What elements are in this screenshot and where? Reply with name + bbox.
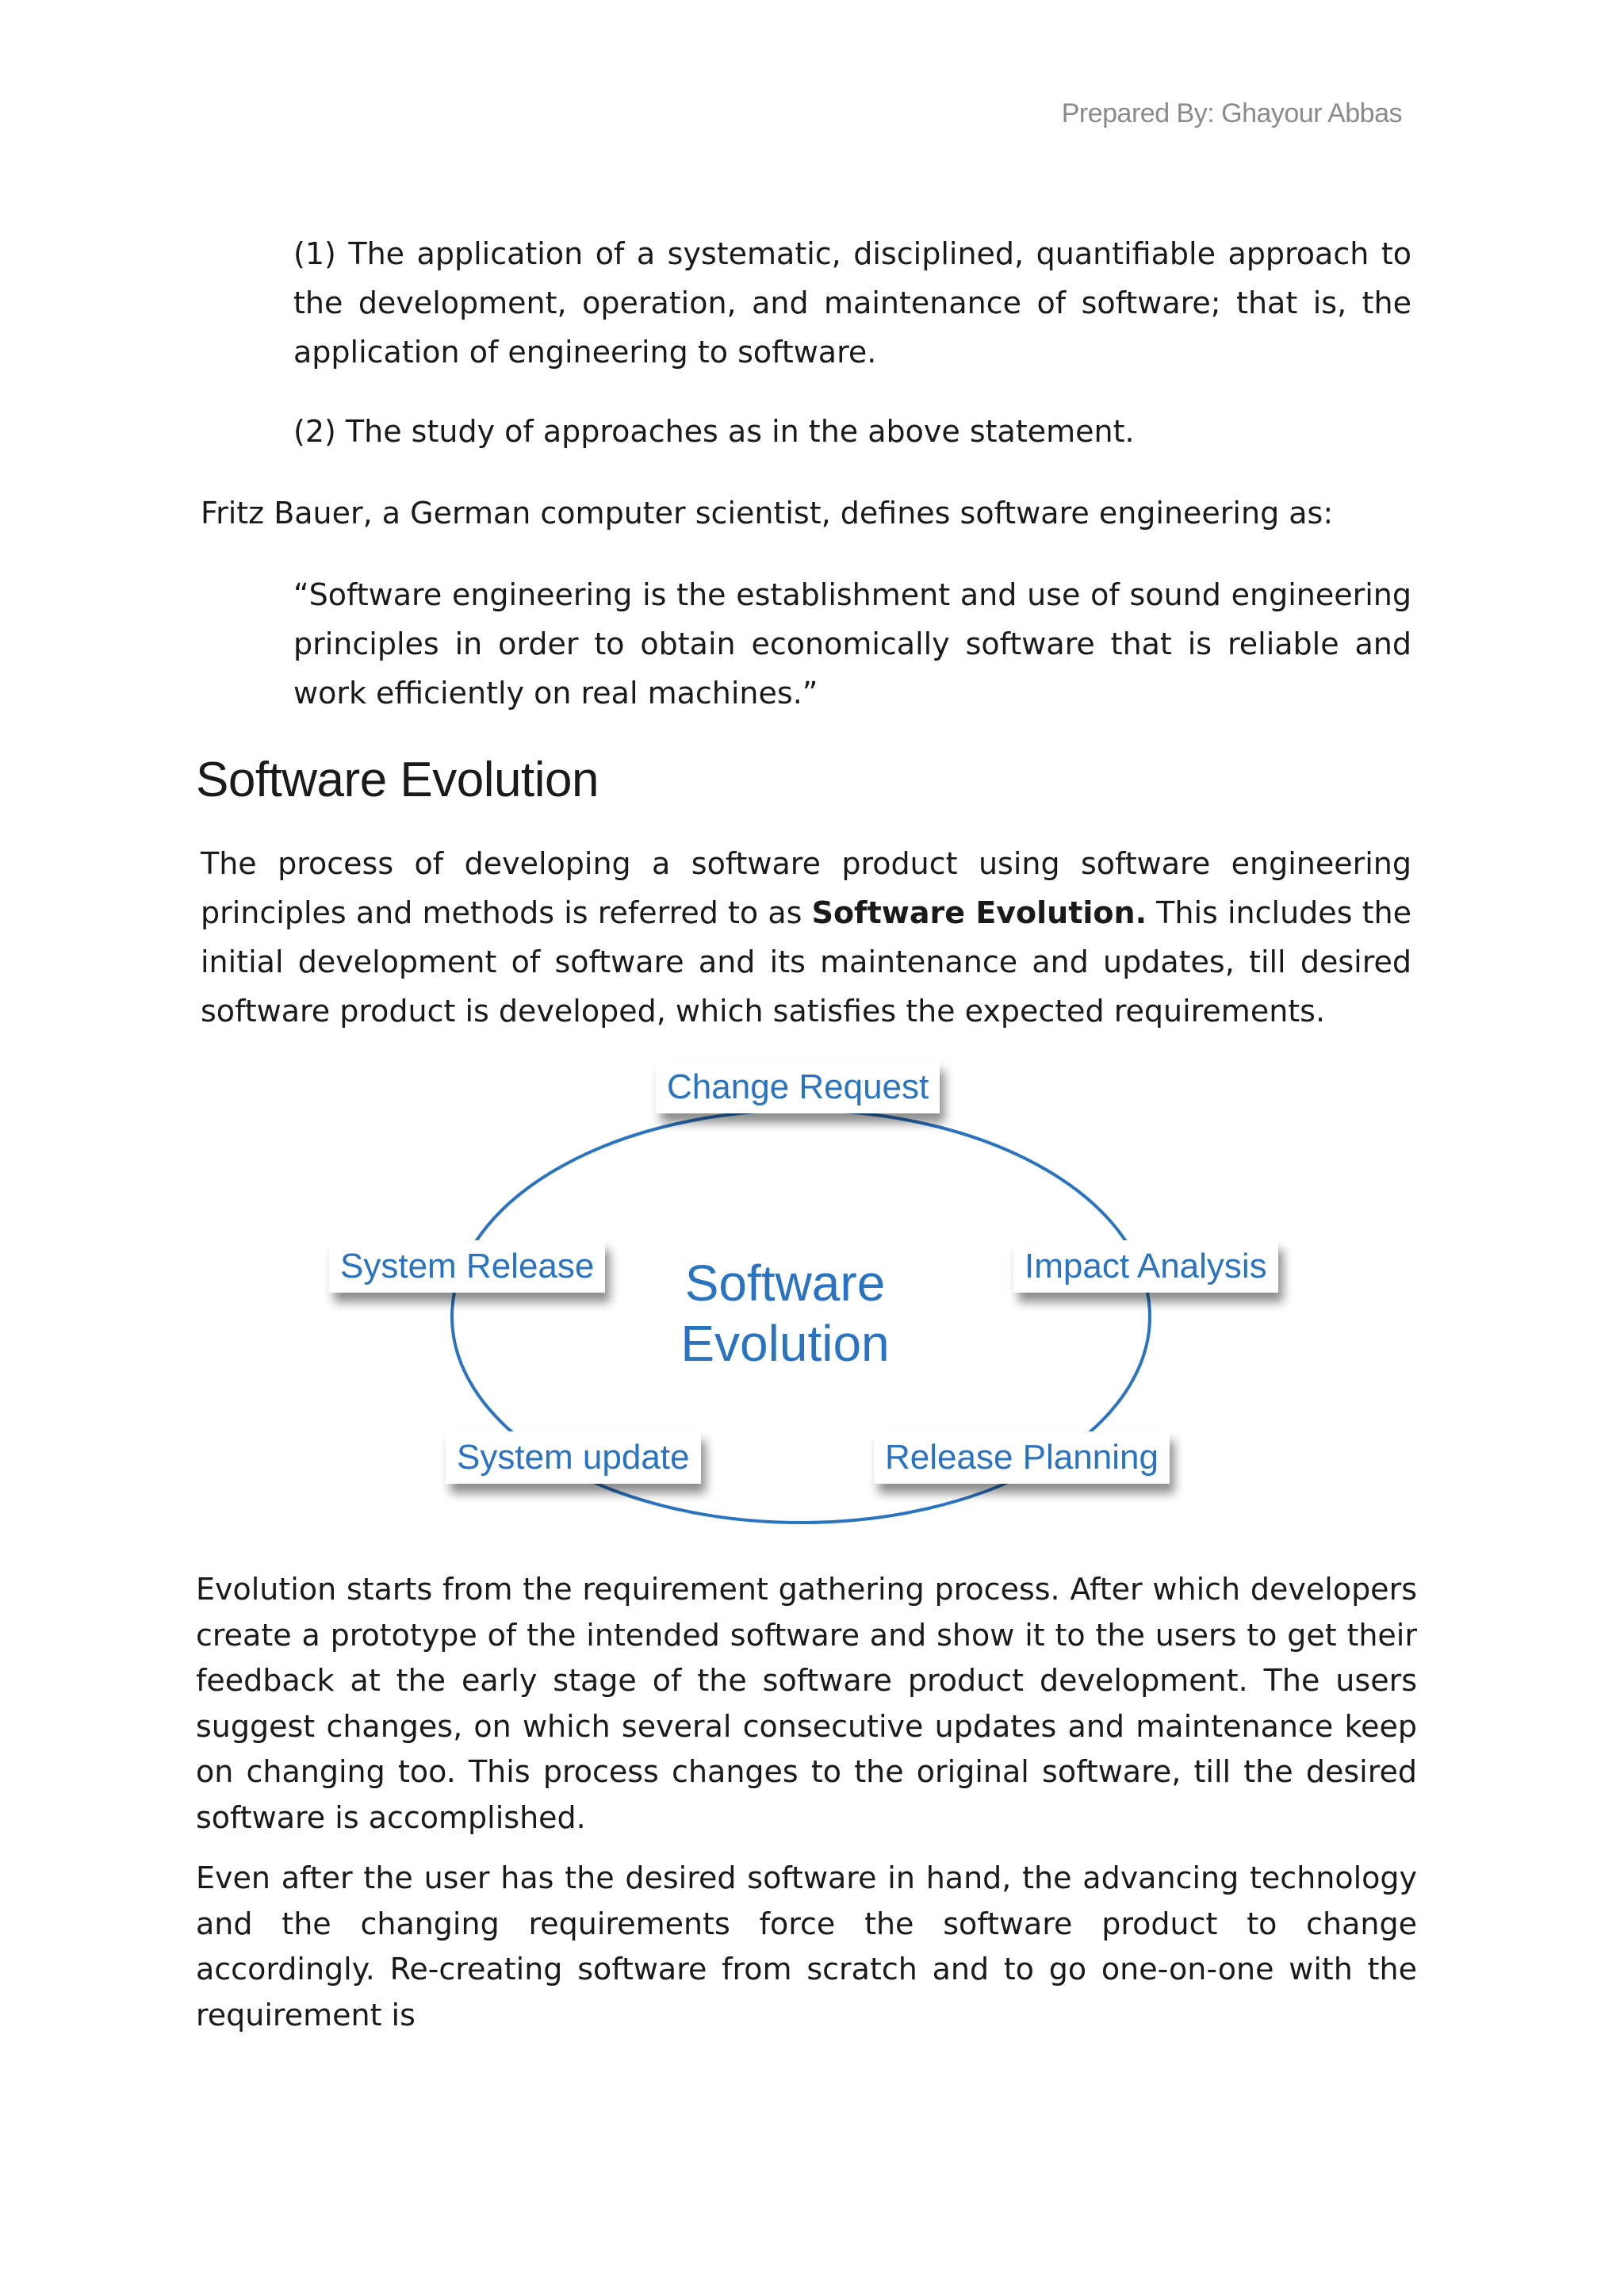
node-system-update: System update	[446, 1431, 701, 1484]
center-title-line-2: Evolution	[680, 1315, 890, 1372]
diagram-center-title	[666, 1253, 904, 1374]
evolution-process-paragraph: Evolution starts from the requirement gathering process. After which developers create a prototype of the intended software and show it to the users to get their feedback at the early stage of the software product development. The users suggest changes, on which several consecutive updates and maintenance keep on changing too. This process changes to the original software, till the desired software is accomplished.	[196, 1572, 1417, 1835]
evolution-term: Software Evolution.	[811, 895, 1147, 930]
definition-2: (2) The study of approaches as in the above statement.	[293, 414, 1135, 449]
node-system-release: System Release	[329, 1240, 605, 1293]
bauer-quote: “Software engineering is the establishment and use of sound engineering principles in order to obtain economically software that is reliable and work efficiently on real machines.”	[293, 577, 1411, 711]
node-change-request: Change Request	[656, 1061, 940, 1113]
evolution-paragraph-text-2: This includes the initial development of software and its maintenance and updates, till desired software product is developed, which satisfies the expected requirements.	[201, 895, 1411, 1029]
center-title-line-1: Software	[684, 1255, 886, 1312]
prepared-by-header: Prepared By: Ghayour Abbas	[1061, 98, 1402, 128]
section-heading: Software Evolution	[196, 753, 599, 807]
node-release-planning: Release Planning	[874, 1431, 1170, 1484]
definition-1: (1) The application of a systematic, disciplined, quantifiable approach to the development, operation, and maintenance of software; that is, the application of engineering to software.	[293, 236, 1411, 370]
node-impact-analysis: Impact Analysis	[1013, 1240, 1278, 1293]
evolution-paragraph	[201, 839, 1411, 1036]
evolution-paragraph-text-1: The process of developing a software product using software engineering principles and methods is referred to as	[201, 846, 1411, 930]
changing-requirements-paragraph: Even after the user has the desired software in hand, the advancing technology and the changing requirements force the software product to change accordingly. Re-creating software from scratch and to go one-on-one with the requirement is	[196, 1860, 1417, 2033]
bauer-intro: Fritz Bauer, a German computer scientist, defines software engineering as:	[201, 496, 1334, 531]
software-evolution-diagram	[309, 1055, 1308, 1562]
